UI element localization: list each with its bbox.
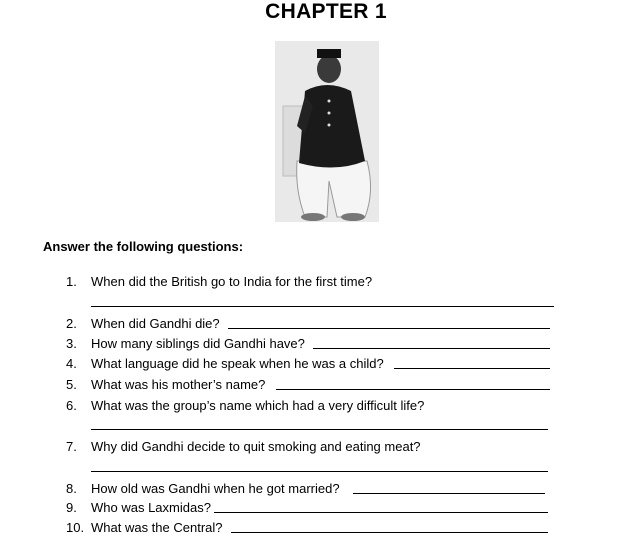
question-4 bbox=[66, 355, 384, 372]
question-8 bbox=[66, 480, 340, 497]
page-title: CHAPTER 1 bbox=[265, 0, 387, 23]
answer-line[interactable] bbox=[313, 348, 550, 349]
question-3 bbox=[66, 335, 305, 352]
question-text: Why did Gandhi decide to quit smoking and eating meat? bbox=[91, 439, 421, 454]
question-text: When did the British go to India for the first time? bbox=[91, 274, 373, 289]
question-7 bbox=[66, 438, 421, 455]
question-text: When did Gandhi die? bbox=[91, 316, 220, 331]
answer-line[interactable] bbox=[276, 389, 550, 390]
question-number: 1. bbox=[66, 274, 77, 289]
question-number: 10. bbox=[66, 520, 85, 535]
question-number: 7. bbox=[66, 439, 77, 454]
question-text: What language did he speak when he was a child? bbox=[91, 356, 384, 371]
answer-line[interactable] bbox=[353, 493, 545, 494]
child-portrait-photo bbox=[275, 41, 379, 222]
question-number: 8. bbox=[66, 481, 77, 496]
question-text: Who was Laxmidas? bbox=[91, 500, 211, 515]
question-number: 6. bbox=[66, 398, 77, 413]
question-number: 9. bbox=[66, 500, 77, 515]
instructions-heading: Answer the following questions: bbox=[43, 239, 244, 254]
question-2 bbox=[66, 315, 220, 332]
portrait-image bbox=[275, 41, 379, 222]
answer-line[interactable] bbox=[394, 368, 550, 369]
question-10 bbox=[66, 519, 223, 536]
answer-line[interactable] bbox=[214, 512, 548, 513]
question-number: 2. bbox=[66, 316, 77, 331]
question-number: 5. bbox=[66, 377, 77, 392]
question-6 bbox=[66, 397, 424, 414]
answer-line[interactable] bbox=[91, 306, 554, 307]
answer-line[interactable] bbox=[91, 429, 548, 430]
question-number: 4. bbox=[66, 356, 77, 371]
answer-line[interactable] bbox=[228, 328, 550, 329]
question-text: What was his mother’s name? bbox=[91, 377, 266, 392]
answer-line[interactable] bbox=[91, 471, 548, 472]
question-1 bbox=[66, 273, 372, 290]
question-text: How many siblings did Gandhi have? bbox=[91, 336, 305, 351]
question-text: How old was Gandhi when he got married? bbox=[91, 481, 340, 496]
answer-line[interactable] bbox=[231, 532, 548, 533]
question-number: 3. bbox=[66, 336, 77, 351]
question-text: What was the group’s name which had a very difficult life? bbox=[91, 398, 425, 413]
question-text: What was the Central? bbox=[91, 520, 223, 535]
question-5 bbox=[66, 376, 265, 393]
question-9 bbox=[66, 499, 211, 516]
